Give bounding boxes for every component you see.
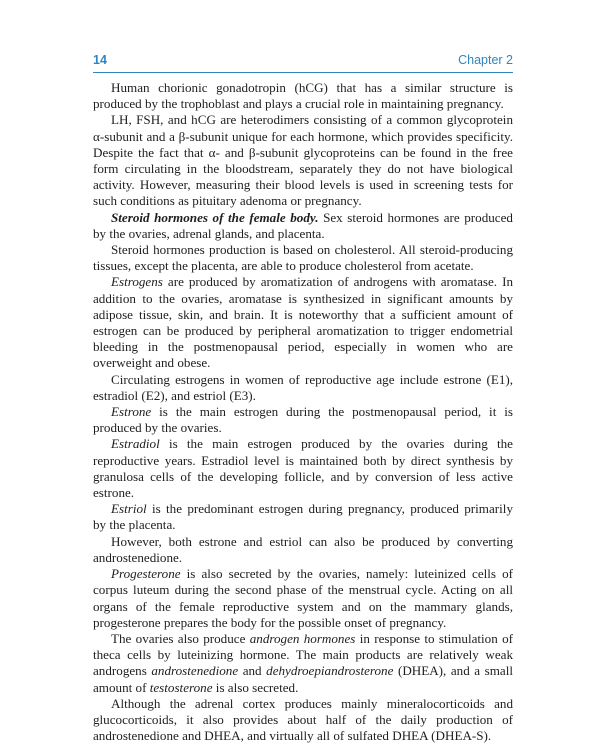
italic-term: Progesterone bbox=[111, 566, 181, 582]
paragraph bbox=[93, 372, 513, 404]
text-run: is also secreted. bbox=[212, 679, 299, 695]
text-run: is the main estrogen during the postmenopausal period, it is produced by the ovaries. bbox=[93, 404, 513, 436]
paragraph bbox=[93, 112, 513, 209]
text-run: Steroid hormones production is based on cholesterol. All steroid-producing tissues, except the placenta, are able to produce cholesterol from acetate. bbox=[93, 242, 513, 274]
chapter-title: Chapter 2 bbox=[458, 53, 513, 67]
paragraph bbox=[93, 436, 513, 501]
text-run: LH, FSH, and hCG are heterodimers consisting of a common glycoprotein α-subunit and a β-subunit unique for each hormone, which provides specificity. Despite the fact that α- and β-subunit glycoproteins can be found in the free form circulating in the bloodstream, separately they do not have biological activity. However, measuring their blood levels is used in screening tests for such conditions as pituitary adenoma or pregnancy. bbox=[93, 112, 513, 209]
paragraph bbox=[93, 274, 513, 371]
italic-term: Estradiol bbox=[111, 436, 160, 452]
text-run: and bbox=[238, 663, 267, 679]
paragraph bbox=[93, 210, 513, 242]
text-run: is the predominant estrogen during pregnancy, produced primarily by the placenta. bbox=[93, 501, 513, 533]
text-run: Human chorionic gonadotropin (hCG) that has a similar structure is produced by the trophoblast and plays a crucial role in maintaining pregnancy. bbox=[93, 80, 513, 112]
paragraph bbox=[93, 242, 513, 274]
italic-term: androstenedione bbox=[151, 663, 239, 679]
text-run: Circulating estrogens in women of reproductive age include estrone (E1), estradiol (E2), and estriol (E3). bbox=[93, 371, 513, 403]
header-rule bbox=[93, 72, 513, 73]
text-run: is the main estrogen produced by the ovaries during the reproductive years. Estradiol level is maintained both by direct synthesis by granulosa cells of the developing follicle, and by conversion of less active estrone. bbox=[93, 436, 513, 501]
italic-term: Estrone bbox=[111, 404, 152, 420]
italic-term: Estriol bbox=[111, 501, 147, 517]
text-run: Although the adrenal cortex produces mainly mineralocorticoids and glucocorticoids, it also provides about half of the daily production of androstenedione and DHEA, and virtually all of sulfated DHEA (DHEA-S). bbox=[93, 695, 513, 744]
text-run: are produced by aromatization of androgens with aromatase. In addition to the ovaries, aromatase is synthesized in significant amounts by adipose tissue, skin, and brain. It is noteworthy that a sufficient amount of estrogen can be produced by peripheral aromatization to trigger endometrial bleeding in the postmenopausal period, especially in women who are overweight and obese. bbox=[93, 274, 513, 371]
text-run: in response to stimulation of theca cells by luteinizing hormone. The main products are relatively weak androgens bbox=[93, 630, 513, 679]
text-run: Sex steroid hormones are produced by the ovaries, adrenal glands, and placenta. bbox=[93, 209, 513, 241]
running-header bbox=[93, 53, 513, 69]
section-heading: Steroid hormones of the female body. bbox=[111, 209, 319, 225]
paragraph bbox=[93, 631, 513, 696]
paragraph bbox=[93, 80, 513, 112]
page-number: 14 bbox=[93, 53, 107, 67]
paragraph bbox=[93, 534, 513, 566]
paragraph bbox=[93, 501, 513, 533]
italic-term: androgen hormones bbox=[249, 630, 356, 646]
paragraph bbox=[93, 696, 513, 745]
text-run: The ovaries also produce bbox=[111, 630, 250, 646]
paragraph bbox=[93, 566, 513, 631]
italic-term: testosterone bbox=[149, 679, 213, 695]
italic-term: dehydroepiandrosterone bbox=[266, 663, 394, 679]
italic-term: Estrogens bbox=[111, 274, 163, 290]
body-text bbox=[93, 80, 513, 744]
text-run: is also secreted by the ovaries, namely: luteinized cells of corpus luteum during the second phase of the menstrual cycle. Acting on all organs of the female reproductive system and on the mammary glands, progesterone prepares the body for the possible onset of pregnancy. bbox=[93, 566, 513, 630]
text-run: (DHEA), and a small amount of bbox=[93, 663, 514, 695]
paragraph bbox=[93, 404, 513, 436]
text-run: However, both estrone and estriol can also be produced by converting androstenedione. bbox=[93, 533, 513, 565]
